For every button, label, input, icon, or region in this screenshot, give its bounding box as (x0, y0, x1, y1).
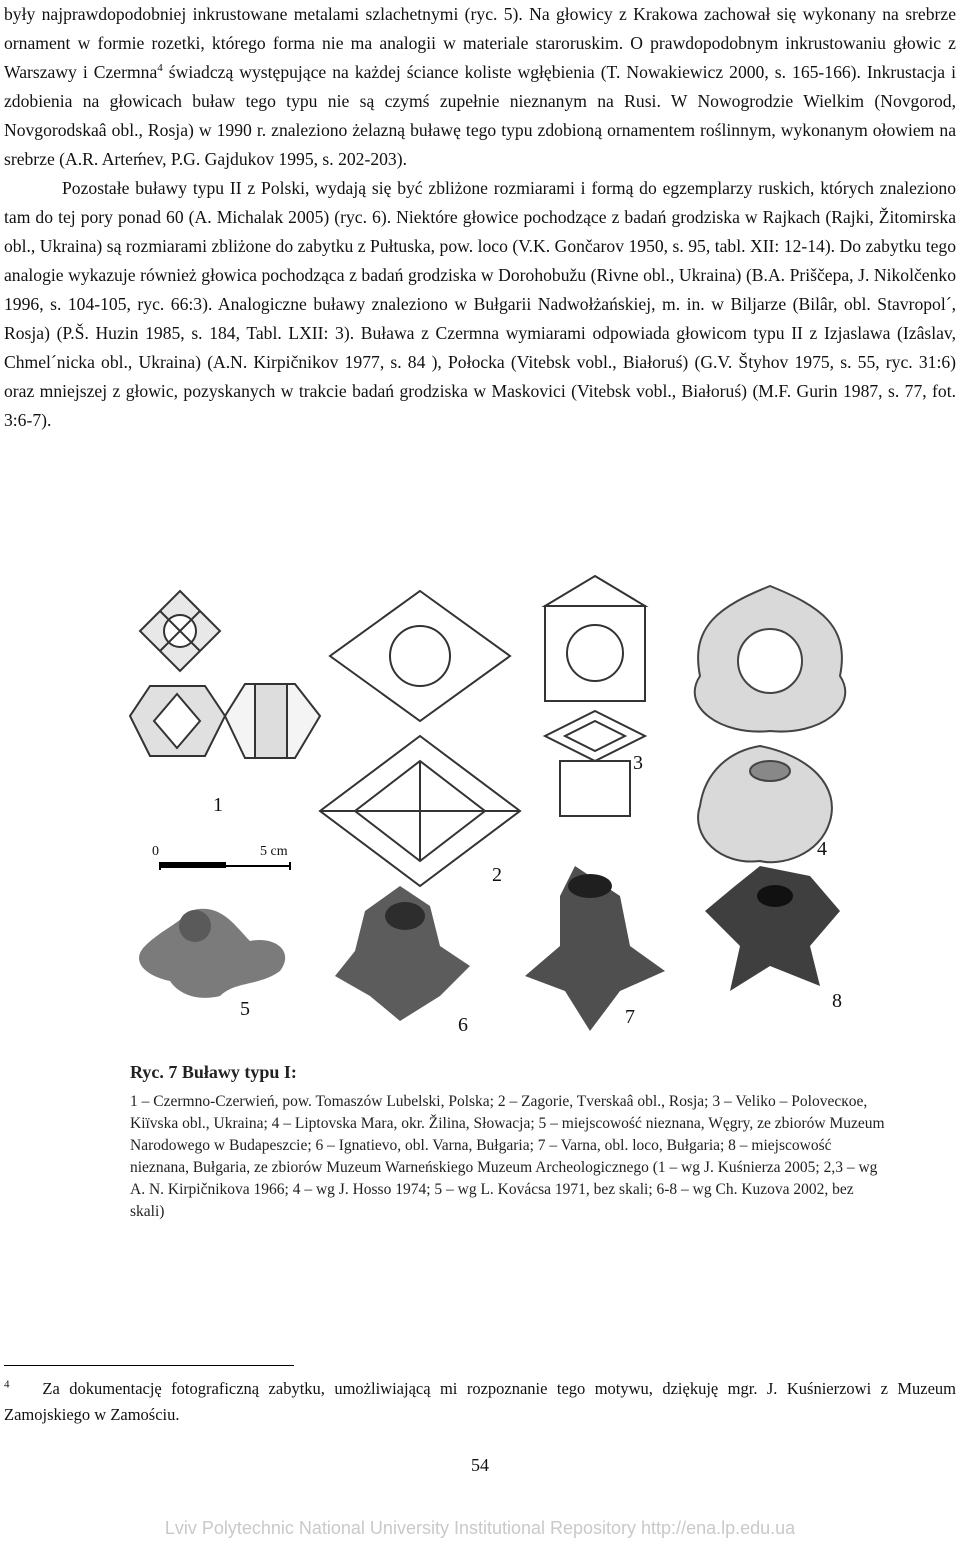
page-number: 54 (471, 1455, 489, 1475)
figure-number-7: 7 (625, 1006, 635, 1028)
photo-mace-7 (525, 866, 665, 1031)
mace-1-section (225, 684, 320, 758)
paragraph-1-part-a: były najprawdopodobniej inkrustowane metalami szlachetnymi (ryc. 5). Na głowicy z Krakowa zachował się wykonany na srebrze ornament w formie rozetki, którego forma nie ma analogii w materiale staroruskim. O prawdopodobnym inkrustowaniu głowic z Warszawy i Czermna (4, 4, 956, 82)
figure-number-5: 5 (240, 998, 250, 1020)
repository-watermark: Lviv Polytechnic National University Institutional Repository http://ena.lp.edu.ua (164, 1518, 796, 1538)
figure-caption (130, 1061, 890, 1223)
paragraph-1 (4, 0, 956, 174)
figure-number-4: 4 (817, 838, 827, 860)
footnote-reference[interactable]: 4 (157, 62, 163, 75)
footnote-text: Za dokumentację fotograficzną zabytku, umożliwiającą mi rozpoznanie tego motywu, dziękuję mgr. J. Kuśnierzowi z Muzeum Zamojskiego w Zamościu. (4, 1379, 957, 1424)
body-text (4, 0, 956, 435)
footnote (4, 1376, 956, 1428)
figure-drawings (120, 566, 890, 1061)
footnote-marker: 4 (4, 1378, 10, 1391)
paragraph-2: Pozostałe buławy typu II z Polski, wydają się być zbliżone rozmiarami i formą do egzemplarzy ruskich, których znaleziono tam do tej pory ponad 60 (A. Michalak 2005) (ryc. 6). Niektóre głowice pochodzące z badań grodziska w Rajkach (Rajki, Žitomirska obl., Ukraina) są rozmiarami zbliżone do zabytku z Pułtuska, pow. loco (V.K. Gončarov 1950, s. 95, tabl. XII: 12-14). Do zabytku tego analogie wykazuje również głowica pochodząca z badań grodziska w Dorohobužu (Rivne obl., Ukraina) (B.A. Priščepa, J. Nikolčenko 1996, s. 104-105, ryc. 66:3). Analogiczne buławy znaleziono w Bułgarii Nadwołżańskiej, m. in. w Biljarze (Bilâr, obl. Stavropol´, Rosja) (P.Š. Huzin 1985, s. 184, Tabl. LXII: 3). Buława z Czermna wymiarami odpowiada głowicom typu II z Izjaslawa (Izâslav, Chmel´nicka obl., Ukraina) (A.N. Kirpičnikov 1977, s. 84 ), Połocka (Vitebsk vobl., Białoruś) (G.V. Štyhov 1975, s. 55, ryc. 31:6) oraz mniejszej z głowic, pozyskanych w trakcie badań grodziska w Maskovici (Vitebsk vobl., Białoruś) (M.F. Gurin 1987, s. 77, fot. 3:6-7). (4, 178, 956, 430)
figure-ryc-7 (120, 566, 890, 1276)
scale-label: 5 cm (260, 844, 288, 859)
mace-1-top-view (140, 591, 220, 671)
figure-number-1: 1 (213, 794, 223, 816)
figure-number-2: 2 (492, 864, 502, 886)
figure-number-6: 6 (458, 1014, 468, 1036)
mace-4-drawing (695, 586, 846, 862)
mace-3-drawing (545, 576, 645, 816)
scale-bar (160, 862, 290, 870)
figure-number-8: 8 (832, 990, 842, 1012)
mace-1-side-view (130, 686, 225, 756)
photo-mace-8 (705, 866, 840, 991)
scale-zero-label: 0 (152, 844, 159, 859)
paragraph-1-part-b: świadczą występujące na każdej ściance koliste wgłębienia (T. Nowakiewicz 2000, s. 165-166). Inkrustacja i zdobienia na głowicach buław tego typu nie są czymś zupełnie nieznanym na Rusi. W Nowogrodzie Wielkim (Novgorod, Novgorodskaâ obl., Rosja) w 1990 r. znaleziono żelazną buławę tego typu zdobioną ornamentem roślinnym, wykonanym ołowiem na srebrze (A.R. Arteḿev, P.G. Gajdukov 1995, s. 202-203). (4, 62, 956, 169)
photo-mace-5 (139, 909, 285, 998)
photo-mace-6 (335, 886, 470, 1021)
mace-2-drawing (320, 591, 520, 886)
caption-title: Ryc. 7 Buławy typu I: (130, 1062, 297, 1082)
caption-text: 1 – Czermno-Czerwień, pow. Tomaszów Lubelski, Polska; 2 – Zagorie, Tverskaâ obl., Rosja; 3 – Veliko – Polovecкoe, Kiïvska obl., Ukraina; 4 – Liptovska Mara, okr. Žilina, Słowacja; 5 – miejscowość nieznana, Węgry, ze zbiorów Muzeum Narodowego w Budapeszcie; 6 – Ignatievo, obl. Varna, Bułgaria; 7 – Varna, obl. loco, Bułgaria; 8 – miejscowość nieznana, Bułgaria, ze zbiorów Muzeum Warneńskiego Muzeum Archeologicznego (1 – wg J. Kuśnierza 2005; 2,3 – wg A. N. Kirpičnikova 1966; 4 – wg J. Hosso 1974; 5 – wg L. Kovácsa 1971, bez skali; 6-8 – wg Ch. Kuzova 2002, bez skali) (130, 1093, 885, 1220)
footnote-separator (4, 1365, 294, 1366)
figure-number-3: 3 (633, 752, 643, 774)
